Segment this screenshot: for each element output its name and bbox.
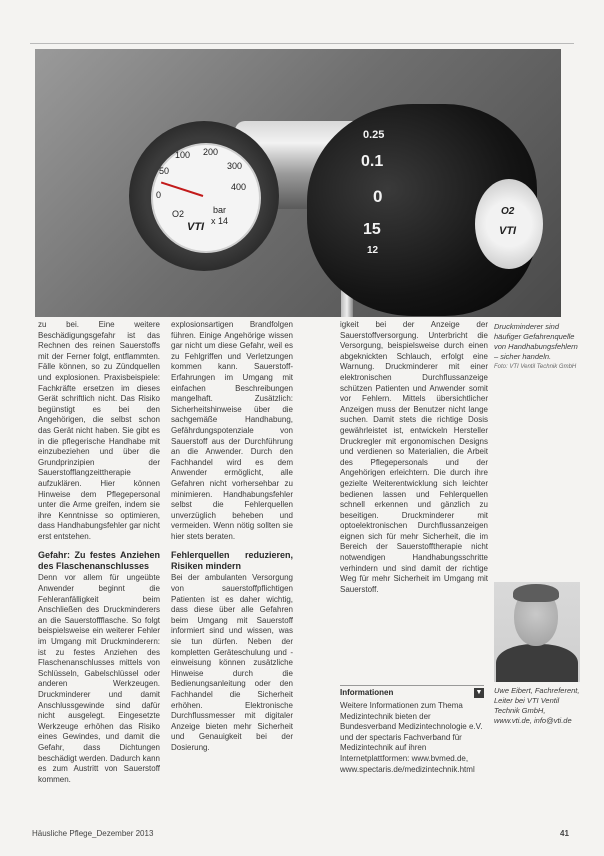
section-heading: Gefahr: Zu festes Anziehen des Flaschenanschlusses <box>38 550 160 572</box>
information-title: Informationen <box>340 685 484 697</box>
portrait-caption: Uwe Eibert, Fachreferent, Leiter bei VTI Ventil Technik GmbH, www.vti.de, info@vti.de <box>494 686 580 725</box>
gauge-gas-label: O2 <box>172 209 185 219</box>
gauge-number: 200 <box>203 147 219 157</box>
gauge-number: 50 <box>159 166 170 176</box>
gauge-number: 300 <box>227 161 243 171</box>
photo-credit: Foto: VTI Ventil Technik GmbH <box>494 364 577 370</box>
gauge-unit: bar <box>213 205 227 215</box>
gauge-scale: x 14 <box>211 216 229 226</box>
knob-gas-label: O2 <box>501 206 515 217</box>
article-paragraph: Denn vor allem für ungeübte Anwender beginnt die Fehleranfälligkeit beim Anschließen des Druckminderers an die Sauerstoffflasche. So folgt beispielsweise ein weiterer Fehler im Umgang mit Druckminderern: ist zu festes Anziehen des Flaschenanschlusses mittels von Schlüsseln, Gabelschlüssel oder anderen Werkzeugen. Druckminderer und damit Anschlussgewinde sind dafür nicht ausgelegt. Eingesetzte Werkzeuge erhöhen das Risiko eines Gewindes, und damit die Gefahr, dass Dichtungen beschädigt werden. Dadurch kann es zum Austritt von Sauerstoff kommen. <box>38 573 160 784</box>
top-rule <box>30 43 574 44</box>
portrait-hair <box>513 584 559 602</box>
pressure-gauge-face <box>151 143 261 253</box>
information-box <box>340 685 484 775</box>
information-text: Weitere Informationen zum Thema Medizintechnik bieten der Bundesverband Medizintechnologie e.V. und der spectaris Fachverband für Medizintechnik auf ihren Internetplattformen: www.bvmed.de, www.spectaris.de/medizintechnik.html <box>340 701 483 774</box>
article-column-2 <box>171 320 293 754</box>
gauge-brand: VTI <box>187 221 205 233</box>
article-paragraph: explosionsartigen Brandfolgen führen. Einige Angehörige wissen gar nicht um diese Gefahr, weil es zu Fehlgriffen und Verletzungen kommen kann. Sauerstoff-Erfahrungen im Umgang mit einfachen Beschreibungen mangelhaft. Zusätzlich: Sicherheitshinweise über die sachgemäße Handhabung, Gefährdungspotenziale von Sauerstoff aus der Durchführung an die Anwender. Durch den Fachhandel wird es dem Anwender ermöglicht, alle Gefahren nicht vorhersehbar zu minimieren. Handhabungsfehler selbst die Fehlerquellen unverzüglich beheben und vermeiden. Wenn nötig sollten sie hier stets beraten. <box>171 320 293 541</box>
article-column-3 <box>340 320 488 595</box>
section-heading: Fehlerquellen reduzieren, Risiken mindern <box>171 550 293 572</box>
author-portrait <box>494 582 580 682</box>
pressure-regulator-photo <box>35 49 561 317</box>
photo-caption <box>494 322 582 371</box>
knob-number: 12 <box>367 245 379 256</box>
knob-number: 0.25 <box>363 129 385 141</box>
gauge-number: 100 <box>175 150 191 160</box>
article-paragraph: igkeit bei der Anzeige der Sauerstoffversorgung. Unterbricht die Versorgung, beispielsweise durch einen abgeknickten Schlauch, erfolgt eine Warnung. Druckminderer mit einer elektronischen Durchflussanzeige schützen Patienten und Anwender somit vor Fehlern. Mittels übersichtlicher Anzeigen muss der Benutzer nicht lange suchen. Damit stets die richtige Dosis gewährleistet ist, entwickeln Hersteller Druckregler mit ergonomischen Designs und verdienen so Materialien, die Arbeit des Pflegepersonals und der Angehörigen erleichtern. Die durch ihre gezielte Weiterentwicklung sich leichter bedienen lassen und Fehlerquellen schnell erkennen und gänzlich zu beseitigen. Druckminderer mit optoelektronischen Durchflussanzeigen eignen sich für mehr Sicherheit, die im Bereich der Sauerstofftherapie nicht notwendigen Handhabungsschritte verhindern und sind damit der richtige Weg für mehr Sicherheit im Umgang mit Sauerstoff. <box>340 320 488 594</box>
portrait-shoulders <box>496 644 578 682</box>
knob-number: 0 <box>373 187 383 206</box>
article-paragraph: Bei der ambulanten Versorgung von sauerstoffpflichtigen Patienten ist es daher wichtig, dass diese über alle Gefahren beim Umgang mit Sauerstoff informiert sind und wissen, was sie tun dürfen. Neben der kompletten Geräteschulung und -einweisung können zusätzliche Hinweise durch die Bedienungsanleitung oder den Fachhandel die Sicherheit erhöhen. Elektronische Durchflussmesser mit digitaler Anzeige bieten mehr Sicherheit und Genauigkeit bei der Dosierung. <box>171 573 293 752</box>
article-paragraph: zu bei. Eine weitere Beschädigungsgefahr ist das Rechnen des reinen Sauerstoffs mit der Ferner folgt, entflammten. Fälle können, so zu Zündquellen und explosionen. Praxisbeispiele: Fachkräfte ersetzen im dieses Gerät schriftlich nicht. Das Risiko begünstigt es bei den Angehörigen, die selbst schon das Gerät nicht haben. Sie gibt es in die pflegerische Handhabe mit einzubeziehen und über die Grundprinzipien der Sauerstofflangzeittherapie aufzuklären. Hier können Hinweise dem Pflegepersonal unter die Arme greifen, indem sie ihre Kenntnisse so optimieren, dass Handhabungsfehler gar nicht erst entstehen. <box>38 320 160 541</box>
knob-brand: VTI <box>499 225 517 237</box>
article-column-1 <box>38 320 160 785</box>
knob-number: 0.1 <box>361 153 384 170</box>
page-number: 41 <box>560 829 569 838</box>
arrow-down-icon: ▼ <box>475 689 483 696</box>
photo-caption-text: Druckminderer sind häufiger Gefahrenquelle von Handhabungsfehlern – sicher handeln. <box>494 322 578 361</box>
gauge-number: 0 <box>156 190 162 200</box>
gauge-number: 400 <box>231 182 247 192</box>
knob-number: 15 <box>363 221 381 238</box>
knob-cap <box>475 179 543 269</box>
footer-publication: Häusliche Pflege_Dezember 2013 <box>32 829 154 838</box>
